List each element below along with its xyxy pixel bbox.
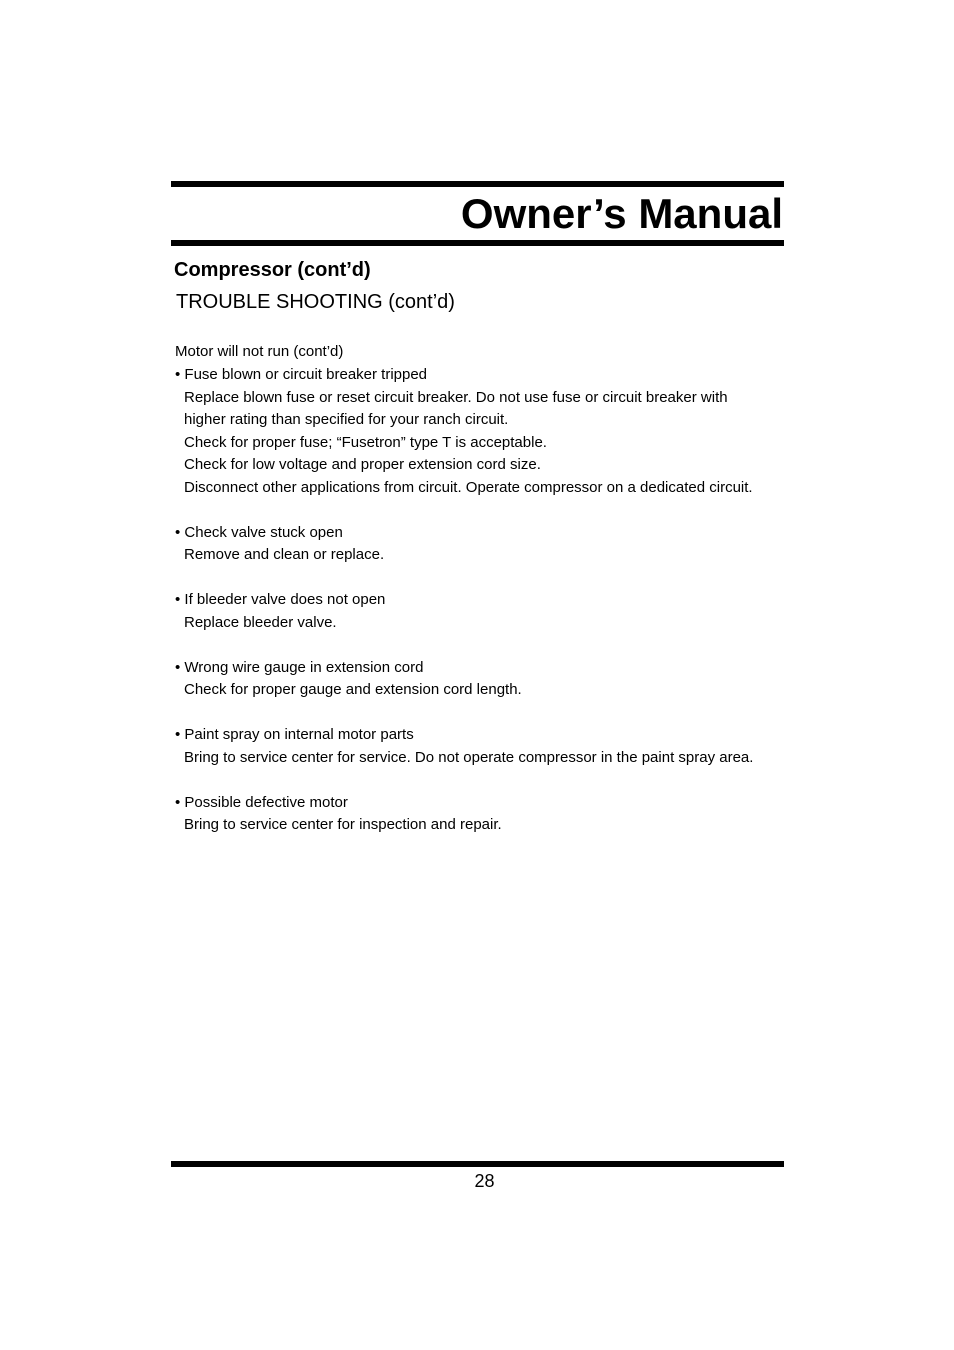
section-heading: Compressor (cont’d) xyxy=(174,259,371,281)
header-rule-bottom xyxy=(171,240,784,246)
issue-title: • Wrong wire gauge in extension cord xyxy=(175,658,424,676)
issue-title: • If bleeder valve does not open xyxy=(175,591,386,608)
issue-remedy: Check for proper fuse; “Fusetron” type T is acceptable. xyxy=(184,433,547,451)
issue-item xyxy=(175,792,805,837)
section-subheading: TROUBLE SHOOTING (cont’d) xyxy=(176,291,455,313)
issue-item xyxy=(175,589,805,634)
issue-remedy: Bring to service center for inspection and repair. xyxy=(184,816,502,833)
issue-remedy: Remove and clean or replace. xyxy=(184,546,385,563)
issue-remedy: Disconnect other applications from circuit. Operate compressor on a dedicated circuit. xyxy=(184,478,753,496)
issue-remedy: Check for proper gauge and extension cord length. xyxy=(184,681,522,698)
issue-item xyxy=(175,657,805,702)
issue-title: • Check valve stuck open xyxy=(175,523,343,541)
issue-list xyxy=(175,364,805,859)
manual-title: Owner’s Manual xyxy=(460,190,783,237)
issue-remedy: Replace blown fuse or reset circuit breaker. Do not use fuse or circuit breaker with xyxy=(184,388,728,406)
issue-remedy: Replace bleeder valve. xyxy=(184,613,337,631)
footer-rule xyxy=(171,1161,784,1167)
issue-remedy: Check for low voltage and proper extension cord size. xyxy=(184,456,541,473)
issue-item xyxy=(175,522,805,567)
issue-title: • Paint spray on internal motor parts xyxy=(175,726,414,743)
issue-remedy: Bring to service center for service. Do not operate compressor in the paint spray area. xyxy=(184,748,754,766)
issue-remedy: higher rating than specified for your ranch circuit. xyxy=(184,411,509,428)
issue-title: • Possible defective motor xyxy=(175,793,348,811)
page-number: 28 xyxy=(474,1171,495,1191)
issue-title: • Fuse blown or circuit breaker tripped xyxy=(175,366,428,383)
issue-item xyxy=(175,364,805,499)
intro-text: Motor will not run (cont’d) xyxy=(175,343,344,360)
issue-item xyxy=(175,724,805,769)
